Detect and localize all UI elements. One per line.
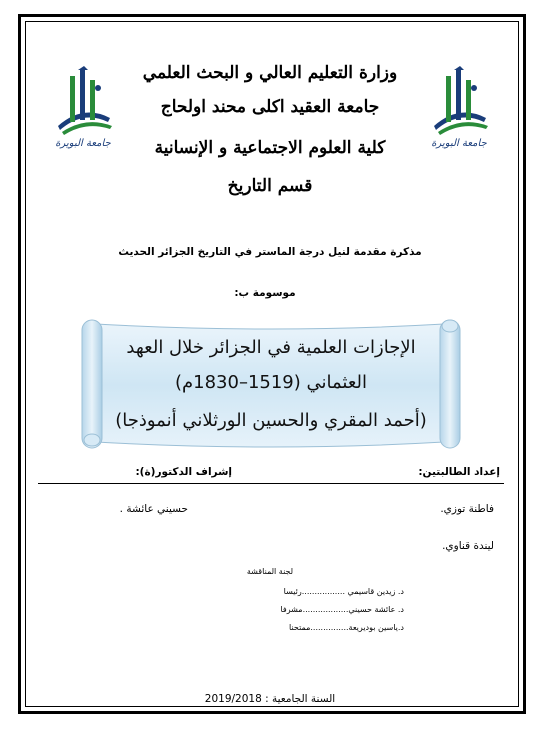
university-logo-icon: [48, 66, 118, 138]
jury-member: د. عائشة حسيني..................مشرفا: [280, 605, 404, 614]
student-name-1: فاطنة توزي.: [440, 503, 494, 515]
jury-member: د.ياسين بوديريعة...............ممتحنا: [289, 623, 404, 632]
university-logo-icon: [424, 66, 494, 138]
faculty-heading: كلية العلوم الاجتماعية و الإنسانية: [154, 138, 386, 158]
jury-member: د. زيدين قاسيمي .................رئيسا: [283, 587, 404, 596]
logo-caption: جامعة البويرة: [431, 138, 487, 149]
student-name-2: ليندة قناوي.: [442, 540, 494, 552]
students-label: إعداد الطالبتين:: [418, 466, 500, 478]
academic-year: السنة الجامعية : 2019/2018: [204, 693, 336, 705]
thesis-title-line-2: العثماني (1519–1830م): [174, 372, 368, 393]
university-logo-right: [424, 66, 494, 158]
memo-description: مذكرة مقدمة لنيل درجة الماستر في التاريخ الجزائر الحديث: [118, 246, 422, 258]
supervisor-name: حسيني عائشة .: [119, 503, 188, 515]
university-logo-left: [48, 66, 118, 158]
department-heading: قسم التاريخ: [227, 176, 313, 196]
logo-caption: جامعة البويرة: [55, 138, 111, 149]
jury-title: لجنة المناقشة: [246, 567, 294, 576]
ministry-heading: وزارة التعليم العالي و البحث العلمي: [142, 63, 398, 83]
supervisor-label: إشراف الدكتور(ة):: [135, 466, 232, 478]
university-heading: جامعة العقيد اكلى محند اولحاج: [160, 97, 380, 117]
thesis-title-line-1: الإجازات العلمية في الجزائر خلال العهد: [126, 337, 416, 358]
titled-label: موسومة ب:: [234, 287, 296, 299]
divider: [38, 483, 504, 484]
thesis-title-line-3: (أحمد المقري والحسين الورثلاني أنموذجا): [115, 410, 427, 431]
